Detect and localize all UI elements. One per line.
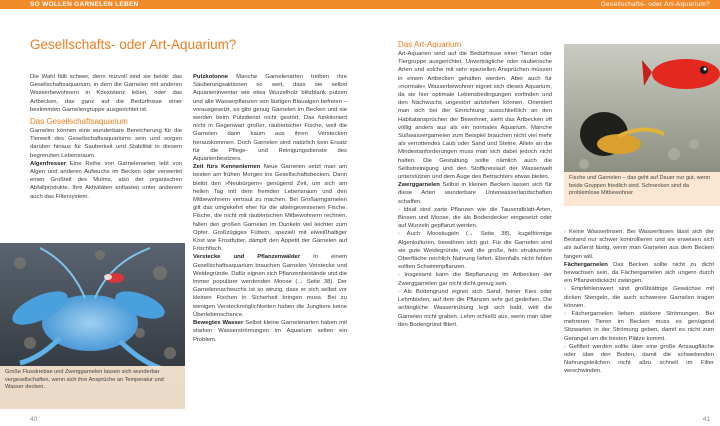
subheading: Zeit fürs Kennenlernen (193, 164, 261, 171)
section-heading: Das Art-Aquarium (398, 40, 462, 49)
column-4 (564, 228, 714, 376)
bullet-item: › Ideal sind zarte Pflanzen wie die Tausendblatt-Arten, Binsen und Moose, die als Bodendecker eingesetzt oder auf Wurzeln gepflanzt werden. (398, 206, 552, 230)
paragraph: Bewegtes Wasser Selbst kleine Garnelenarten haben mit starken Wasserströmungen im Aquarium selten ein Problem. (193, 320, 348, 343)
fish-snail-photo (564, 44, 720, 172)
paragraph: Verstecke und Pflanzenwälder In einem Gesellschaftsaquarium brauchen Garnelen Verstecke und Weidegründe. Dafür eignen sich Pflanzenbestände und die immer populärer werdenden Moose (→ Seite 38). Der Garnelennachwuchs ist so winzig, dass er sich selbst vor kleinen Fischen in Sicherheit bringen muss. Bei zu wenigen Versteckmöglichkeiten haben die Jungtiere keine Überlebenschance. (193, 254, 348, 318)
subheading: Fächergarnelen (564, 261, 608, 268)
paragraph: Algenfresser Eine Reihe von Garnelenarten lebt von Algen und anderen Aufwuchs im Becken oder verwertet einen Großteil des Mulms, also der organischen Abfallprodukte. Ihre Aktivitäten entlasten unter anderem auch das Filtersystem. (30, 160, 182, 200)
photo-caption-right: Fische und Garnelen – das geht auf Dauer nur gut, wenn beide Gruppen friedlich sind. Schnecken sind da problemlose Mitbewohner. (564, 172, 720, 206)
running-header-left: SO WOLLEN GARNELEN LEBEN (30, 1, 139, 8)
bullet-item: › Keine Wasserlinsen. Bei Wasserlinsen lässt sich der Bestand nur schwer kontrollieren und sie erweisen sich als äußerst lästig, wenn man Garnelen aus dem Becken fangen will. (564, 229, 714, 260)
bullet-item: › Insgesamt kann die Bepflanzung im Artbecken der Zwerggarnelen gar nicht dicht genug sein. (398, 272, 552, 287)
paragraph: Zwerggarnelen Selbst in kleinen Becken lassen sich für diese Arten wunderbare Unterwasserlandschaften schaffen. (398, 182, 552, 205)
bullet-item: › Gefiltert werden sollte über eine große Ansaugfläche oder über den Boden, damit die schwebenden Nahrungsteilchen nicht allzu schnell im Filter verschwinden. (564, 343, 714, 375)
fish-snail-illustration (564, 44, 720, 172)
bullet-icon: › (564, 311, 566, 318)
bullet-icon: › (398, 288, 400, 295)
page-number-right: 41 (702, 416, 710, 423)
column-1 (30, 73, 182, 201)
bullet-item: › Als Bodengrund eignet sich Sand, feiner Kies oder Lehmboden, auf dem die Pflanzen sehr gut gedeihen. Die anfängliche Wassertrübung legt sich bald, weil die Garnelen nicht graben. Lehm schießt aus, wenn man über den Bodengrund filtert. (398, 288, 552, 328)
bullet-icon: › (564, 286, 566, 293)
bullet-icon: › (398, 231, 400, 238)
bullet-icon: › (564, 343, 566, 350)
paragraph: Putzkolonne Manche Garnelenarten treiben ihre Säuberungsaktionen so weit, dass sie selbst Aquarieninventar wie etwa Wurzelholz blitzblank putzen und alle Wasserpflanzen von lästigen Blaualgen befreien – vorausgesetzt, es gibt genug Garnelen im Becken und sie werden beim Putzdienst nicht gestört. Das funktioniert nicht in Gegenwart großer, räuberischer Fische, weil die Garnelen dann kaum aus ihren Verstecken herauskommen. Doch Garnelen sind natürlich kein Ersatz für die Pflege- und Reinigungsdienste des Aquarienbesitzers. (193, 74, 347, 163)
subheading: Algenfresser (30, 160, 67, 167)
subheading: Verstecke und Pflanzenwälder (193, 254, 301, 261)
column-2 (193, 73, 347, 344)
bullet-icon: › (398, 272, 400, 279)
bullet-icon: › (564, 229, 566, 235)
paragraph: Fächergarnelen Das Becken sollte nicht zu dicht bewachsen sein, da Fächergarnelen sich ungern durch ein Pflanzendickicht zwängen. (564, 261, 714, 285)
paragraph: Garnelen können eine wunderbare Bereicherung für die Tierwelt des Gesellschaftsaquariums sein und sorgen darüber hinaus für Sauberkeit und Stabilität in diesem begrenzten Lebensraum. (30, 128, 182, 159)
paragraph: Zeit fürs Kennenlernen Neue Garnelen setzt man am besten am frühen Morgen ins Gesellschaftsbecken. Dann bleibt den »Neubürgern« genügend Zeit, um sich am hellen Tag mit dem fremden Lebensraum und den Mitbewohnern vertraut zu machen. Bei Großarmgarnelen gilt das umgekehrt eher für die alteingesessenen Fische. Fische, die nicht mit räuberischen Mitbewohnern rechnen, fallen den großen Garnelen im Dunkeln viel leichter zum Opfer. Großzügiges Füttern, speziell mit eiweißhaltiger Kost wie Frostfutter, dämpft den Appetit der Garnelen auf Frischfisch. (193, 164, 347, 253)
paragraph: Art-Aquarien sind auf die Bedürfnisse einer Tierart oder Tiergruppe ausgerichtet. Unverträgliche oder räuberische Arten und solche mit sehr speziellen Ansprüchen müssen in einem Artbecken gehalten werden. Aber auch für »normale« Wasserbewohner eignet sich dieses Aquarium, da sie hier optimale Lebensbedingungen vorfinden und den Nachwuchs ungestört aufziehen können. Orientiert man sich bei der Einrichtung ausschließlich an den Habitatansprüchen der Bewohner, sieht das Artbecken oft völlig anders aus als ein normales Aquarium. Manche Süßwassergarnelen zum Beispiel brauchen nicht viel mehr als verrottendes Laub oder Sand und Steine. Allein an die Mindestanforderungen muss man sich dabei jedoch nicht halten. Die Gestaltung sollte nämlich auch die Selbstreinigung und den Stoffkreislauf der Wasserwelt unterstützen und dem Auge des Betrachters etwas bieten. (398, 51, 552, 181)
column-3 (398, 40, 552, 329)
subheading: Zwerggarnelen (398, 182, 440, 189)
page-number-left: 40 (30, 416, 38, 423)
bullet-icon: › (398, 206, 400, 213)
bullet-item: › Fächergarnelen lieben stärkere Strömungen. Bei mehreren Tieren im Becken muss es genügend Sitzwarten in der Strömung geben, damit es nicht zum Gerangel um die besten Plätze kommt. (564, 311, 714, 342)
subheading: Putzkolonne (193, 74, 229, 80)
intro-paragraph: Die Wahl fällt schwer, denn reizvoll sind sie beide: das Gesellschaftsaquarium, in dem die Garnelen mit anderen Wasserbewohnern in Koexistenz leben, oder das Artbecken, das ganz auf die Bedürfnisse einer bestimmten Garnelengruppe ausgerichtet ist. (30, 74, 182, 113)
subheading: Bewegtes Wasser (193, 320, 244, 327)
running-header-right: Gesellschafts- oder Art-Aquarium? (600, 1, 710, 8)
section-heading: Das Gesellschaftsaquarium (30, 117, 128, 127)
bullet-item: › Empfehlenswert sind großblättrige Gewächse mit dicken Stengeln, die auch schwerere Garnelen tragen können. (564, 286, 714, 309)
photo-caption-left: Große Flusskrebse und Zwerggarnelen lassen sich wunderbar vergesellschaften, wenn sich ihre Ansprüche an Temperatur und Wasser decken. (0, 366, 185, 409)
bullet-item: › Auch Mooskugeln (→ Seite 38), kugelförmige Algenkulturen, bewähren sich gut. Für die Garnelen sind sie gute Weidegründe, weil die große, fein strukturierte Oberfläche reichlich Nahrung liefert. Ebenfalls nicht fehlen sollten Schwimmpflanzen. (398, 231, 552, 271)
page-title: Gesellschafts- oder Art-Aquarium? (30, 37, 237, 52)
